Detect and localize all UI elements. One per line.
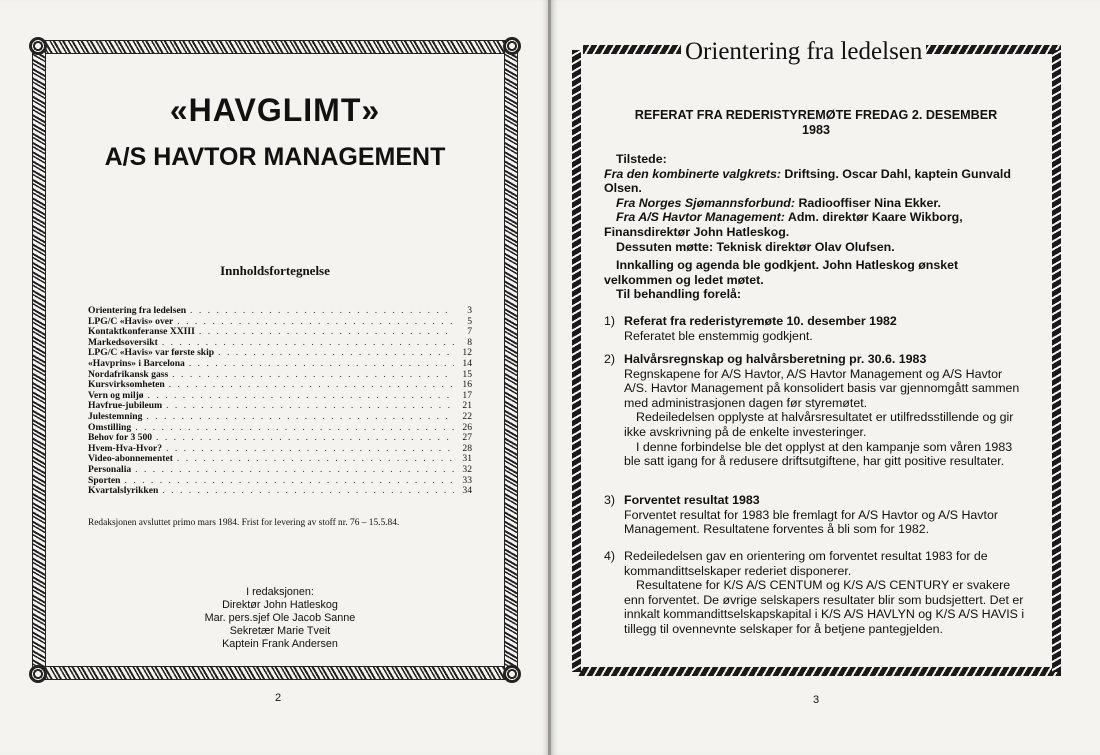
- toc-entry-title: Hvem-Hva-Hvor?: [88, 442, 163, 454]
- agenda-item: [604, 493, 1028, 537]
- toc-entry-page: 3: [467, 305, 472, 316]
- present-label: Tilstede:: [616, 152, 667, 166]
- page-number: 3: [813, 694, 820, 706]
- toc-entry-title: Kontaktkonferanse XXIII: [88, 326, 195, 338]
- toc-leader-dots: [166, 443, 454, 454]
- attendance-group: Fra Norges Sjømannsforbund:: [616, 195, 795, 210]
- agenda-label: Til behandling forelå:: [616, 287, 742, 302]
- attendance-names: Driftsing. Oscar Dahl, kaptein Gunvald Olsen.: [604, 166, 1011, 196]
- table-of-contents: [88, 305, 472, 496]
- toc-entry-title: Sporten: [88, 474, 121, 486]
- agenda-item-paragraph: Resultatene for K/S A/S CENTUM og K/S A/S CENTURY er svakere enn forventet. De øvrige selskapers resultater blir som budsjettert. Det er innkalt kommandittselskapskapital i K/S A/S HAVLYN og K/S A/S HAVIS i tillegg til ovennevnte selskaper for å betjene pantegjelden.: [624, 578, 1025, 636]
- rope-knot-icon: [29, 665, 47, 683]
- toc-entry-page: 22: [462, 410, 472, 422]
- toc-entry-page: 21: [462, 400, 472, 412]
- toc-leader-dots: [172, 369, 454, 380]
- toc-entry: [88, 422, 472, 433]
- toc-entry: [88, 347, 472, 358]
- staff-line: Sekretær Marie Tveit: [229, 625, 331, 637]
- toc-entry-page: 5: [467, 315, 472, 327]
- toc-entry: [88, 326, 472, 337]
- toc-entry-title: Orientering fra ledelsen: [88, 305, 187, 316]
- toc-entry-title: «Havprins» i Barcelona: [88, 357, 185, 369]
- attendance-line: [604, 167, 1024, 196]
- agenda-item: [604, 314, 1028, 343]
- toc-entry-title: Markedsoversikt: [88, 336, 158, 348]
- editorial-note: Redaksjonen avsluttet primo mars 1984. Frist for levering av stoff nr. 76 – 15.5.84.: [88, 518, 400, 528]
- toc-entry: [88, 464, 472, 475]
- toc-leader-dots: [162, 337, 454, 348]
- toc-entry-title: Personalia: [88, 463, 132, 475]
- toc-entry-page: 8: [467, 336, 472, 348]
- toc-entry: [88, 475, 472, 486]
- hatched-border-bottom: [578, 667, 1061, 676]
- report-title-line: REFERAT FRA REDERISTYREMØTE FREDAG 2. DESEMBER: [634, 108, 998, 122]
- attendance-line: [604, 196, 1024, 211]
- toc-entry: [88, 379, 472, 390]
- toc-entry-page: 28: [462, 442, 472, 454]
- toc-entry-title: Havfrue-jubileum: [88, 400, 163, 412]
- toc-leader-dots: [199, 326, 454, 337]
- toc-entry-title: Behov for 3 500: [88, 432, 153, 444]
- toc-entry-page: 31: [462, 453, 472, 465]
- toc-entry: [88, 358, 472, 369]
- report-title-line: 1983: [801, 123, 831, 137]
- toc-entry: [88, 316, 472, 327]
- rope-border-bottom: [32, 666, 518, 680]
- toc-entry-title: Julestemning: [88, 410, 143, 422]
- agenda-item-heading: Referat fra rederistyremøte 10. desember 1982: [624, 314, 897, 328]
- toc-entry: [88, 443, 472, 454]
- agenda-item: [604, 549, 1028, 637]
- agenda-item: [604, 352, 1028, 469]
- toc-entry: [88, 337, 472, 348]
- toc-entry-page: 15: [462, 368, 472, 380]
- toc-leader-dots: [166, 400, 454, 411]
- attendance-group: Fra den kombinerte valgkrets:: [604, 166, 781, 181]
- toc-heading: Innholdsfortegnelse: [220, 263, 330, 278]
- toc-leader-dots: [218, 347, 454, 358]
- agenda-item-paragraph: Redeiledelsen opplyste at halvårsresultatet er utilfredsstillende og gir ikke avskrivning på de enkelte investeringer.: [624, 410, 1014, 439]
- toc-entry: [88, 369, 472, 380]
- rope-knot-icon: [503, 37, 521, 55]
- toc-leader-dots: [190, 305, 454, 316]
- agenda-item-paragraph: Referatet ble enstemmig godkjent.: [624, 328, 813, 343]
- toc-entry-page: 34: [462, 485, 472, 497]
- attendance-names: Radiooffiser Nina Ekker.: [795, 195, 941, 210]
- agenda-item-heading: Halvårsregnskap og halvårsberetning pr. 30.6. 1983: [624, 352, 927, 366]
- toc-entry: [88, 485, 472, 496]
- agenda-item-number: 2): [604, 352, 616, 366]
- left-page: [0, 0, 549, 755]
- page-number: 2: [275, 692, 282, 704]
- toc-entry-page: 16: [462, 379, 472, 391]
- toc-leader-dots: [189, 358, 454, 369]
- toc-entry-page: 27: [462, 432, 472, 444]
- staff-line: Kaptein Frank Andersen: [222, 638, 338, 650]
- hatched-border-right: [1052, 50, 1061, 672]
- rope-border-right: [504, 40, 518, 680]
- toc-entry: [88, 390, 472, 401]
- hatched-border-left: [572, 50, 581, 672]
- toc-entry-title: Video-abonnementet: [88, 453, 173, 465]
- toc-entry: [88, 400, 472, 411]
- toc-entry-title: LPG/C «Havis» over: [88, 315, 174, 327]
- agenda-item-number: 3): [604, 493, 616, 507]
- agenda-item-heading: Forventet resultat 1983: [624, 493, 760, 507]
- toc-entry-page: 26: [462, 421, 472, 433]
- rope-border-top: [32, 40, 518, 54]
- company-name: A/S HAVTOR MANAGEMENT: [104, 143, 446, 171]
- rope-knot-icon: [29, 37, 47, 55]
- toc-leader-dots: [135, 464, 454, 475]
- agenda-item-number: 1): [604, 314, 616, 328]
- toc-entry: [88, 432, 472, 443]
- toc-entry-title: Vern og miljø: [88, 389, 144, 401]
- toc-entry-page: 33: [462, 474, 472, 486]
- magazine-title: «HAVGLIMT»: [169, 92, 381, 128]
- toc-entry-title: LPG/C «Havis» var første skip: [88, 347, 215, 359]
- toc-entry-title: Omstilling: [88, 421, 132, 433]
- toc-leader-dots: [148, 390, 454, 401]
- agenda-item-paragraph: Regnskapene for A/S Havtor, A/S Havtor Management og A/S Havtor A/S. Havtor Management på konsolidert basis var gjennomgått sammen med administrasjonen dagen før styremøtet.: [624, 366, 1020, 410]
- toc-leader-dots: [125, 475, 454, 486]
- attendance-line: Dessuten møtte: Teknisk direktør Olav Olufsen.: [616, 239, 895, 254]
- toc-entry-page: 14: [462, 357, 472, 369]
- agenda-intro: Innkalling og agenda ble godkjent. John Hatleskog ønsket velkommen og ledet møtet.: [604, 258, 959, 287]
- toc-leader-dots: [156, 432, 454, 443]
- agenda-item-paragraph: Redeiledelsen gav en orientering om forventet resultat 1983 for de kommandittselskaper rederiet disponerer.: [624, 549, 988, 578]
- agenda-item-paragraph: Forventet resultat for 1983 ble fremlagt for A/S Havtor og A/S Havtor Management. Resultatene forventes å bli som for 1982.: [624, 507, 998, 537]
- toc-entry-page: 17: [462, 389, 472, 401]
- section-heading: Orientering fra ledelsen: [681, 37, 926, 67]
- rope-border-left: [32, 40, 46, 680]
- toc-leader-dots: [146, 411, 454, 422]
- toc-entry: [88, 411, 472, 422]
- editorial-staff: [150, 586, 410, 651]
- staff-line: Direktør John Hatleskog: [222, 599, 338, 611]
- staff-line: Mar. pers.sjef Ole Jacob Sanne: [204, 612, 356, 624]
- report-title: [610, 108, 1022, 138]
- toc-entry-title: Nordafrikansk gass: [88, 368, 169, 380]
- toc-entry-page: 32: [462, 463, 472, 475]
- toc-entry: [88, 305, 472, 316]
- attendance-names: Adm. direktør Kaare Wikborg, Finansdirektør John Hatleskog.: [604, 210, 963, 239]
- toc-leader-dots: [135, 422, 454, 433]
- agenda-item-number: 4): [604, 549, 616, 563]
- attendance-block: [604, 152, 1024, 302]
- toc-entry-title: Kvartalslyrikken: [88, 485, 159, 497]
- attendance-group: Fra A/S Havtor Management:: [616, 210, 785, 225]
- toc-leader-dots: [177, 316, 454, 327]
- rope-knot-icon: [503, 665, 521, 683]
- toc-leader-dots: [169, 379, 454, 390]
- toc-entry: [88, 453, 472, 464]
- toc-leader-dots: [177, 453, 454, 464]
- attendance-line: [604, 210, 1024, 239]
- toc-entry-page: 7: [467, 326, 472, 338]
- toc-leader-dots: [162, 485, 454, 496]
- staff-line: I redaksjonen:: [246, 586, 314, 598]
- agenda-item-paragraph: I denne forbindelse ble det opplyst at den kampanje som våren 1983 ble satt igang for å redusere driftsutgiftene, har gitt positive resultater.: [624, 439, 1013, 469]
- toc-entry-page: 12: [462, 347, 472, 359]
- toc-entry-title: Kursvirksomheten: [88, 379, 165, 391]
